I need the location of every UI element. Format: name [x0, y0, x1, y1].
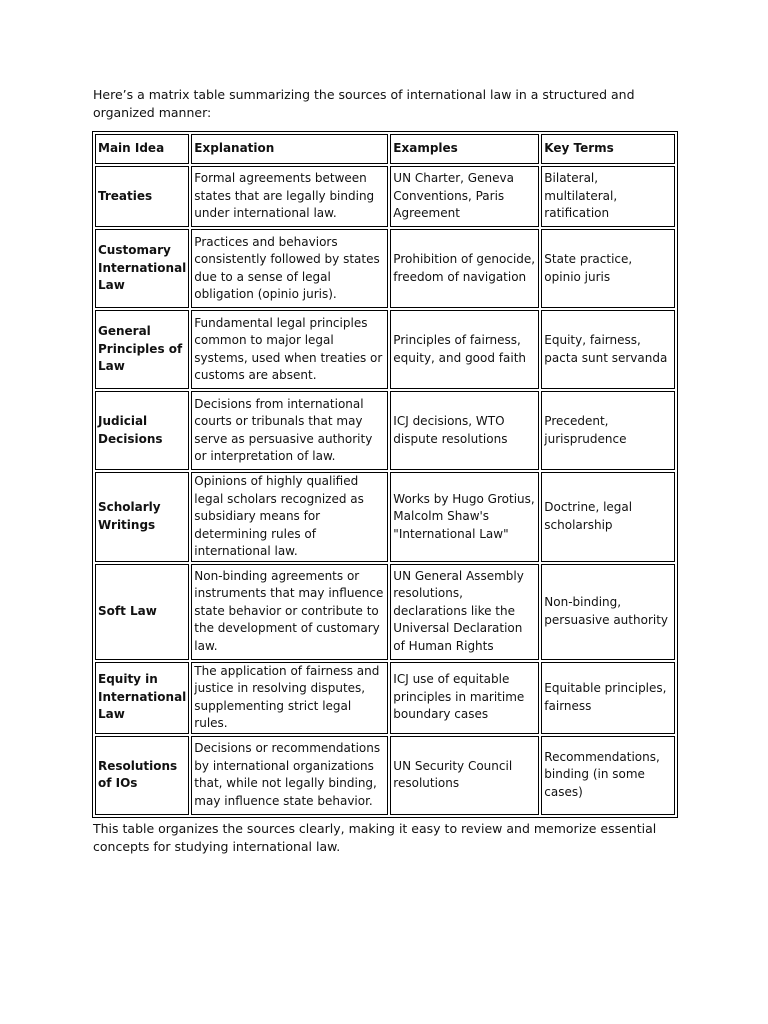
cell-examples: Prohibition of genocide, freedom of navigation	[390, 229, 539, 308]
cell-examples: ICJ use of equitable principles in maritime boundary cases	[390, 662, 539, 734]
cell-key-terms: Bilateral, multilateral, ratification	[541, 166, 675, 227]
cell-explanation: Fundamental legal principles common to major legal systems, used when treaties or customs are absent.	[191, 310, 388, 389]
table-row	[95, 662, 675, 734]
table-row	[95, 736, 675, 815]
cell-key-terms: Equity, fairness, pacta sunt servanda	[541, 310, 675, 389]
header-main-idea: Main Idea	[95, 134, 189, 164]
outro-paragraph: This table organizes the sources clearly, making it easy to review and memorize essential concepts for studying international law.	[93, 821, 657, 854]
cell-explanation: Decisions or recommendations by international organizations that, while not legally binding, may influence state behavior.	[191, 736, 388, 815]
cell-main-idea: Soft Law	[95, 564, 189, 660]
cell-examples: UN General Assembly resolutions, declarations like the Universal Declaration of Human Rights	[390, 564, 539, 660]
cell-main-idea: Equity in International Law	[95, 662, 189, 734]
cell-examples: Works by Hugo Grotius, Malcolm Shaw's "International Law"	[390, 472, 539, 562]
header-explanation: Explanation	[191, 134, 388, 164]
cell-key-terms: Recommendations, binding (in some cases)	[541, 736, 675, 815]
table-row	[95, 310, 675, 389]
cell-key-terms: State practice, opinio juris	[541, 229, 675, 308]
cell-examples: UN Security Council resolutions	[390, 736, 539, 815]
cell-explanation: Non-binding agreements or instruments that may influence state behavior or contribute to the development of customary law.	[191, 564, 388, 660]
cell-main-idea: Judicial Decisions	[95, 391, 189, 470]
table-row	[95, 166, 675, 227]
cell-examples: ICJ decisions, WTO dispute resolutions	[390, 391, 539, 470]
cell-key-terms: Doctrine, legal scholarship	[541, 472, 675, 562]
table-row	[95, 564, 675, 660]
cell-explanation: Opinions of highly qualified legal scholars recognized as subsidiary means for determining rules of international law.	[191, 472, 388, 562]
cell-main-idea: Resolutions of IOs	[95, 736, 189, 815]
cell-key-terms: Equitable principles, fairness	[541, 662, 675, 734]
table-row	[95, 472, 675, 562]
cell-main-idea: Customary International Law	[95, 229, 189, 308]
cell-explanation: Decisions from international courts or tribunals that may serve as persuasive authority or interpretation of law.	[191, 391, 388, 470]
cell-main-idea: General Principles of Law	[95, 310, 189, 389]
cell-key-terms: Precedent, jurisprudence	[541, 391, 675, 470]
cell-main-idea: Scholarly Writings	[95, 472, 189, 562]
intro-paragraph: Here’s a matrix table summarizing the sources of international law in a structured and organized manner:	[93, 87, 635, 120]
cell-explanation: The application of fairness and justice in resolving disputes, supplementing strict legal rules.	[191, 662, 388, 734]
cell-key-terms: Non-binding, persuasive authority	[541, 564, 675, 660]
table-header-row	[95, 134, 675, 164]
sources-matrix-table	[92, 131, 678, 818]
table-row	[95, 229, 675, 308]
cell-explanation: Formal agreements between states that are legally binding under international law.	[191, 166, 388, 227]
table-row	[95, 391, 675, 470]
cell-examples: UN Charter, Geneva Conventions, Paris Agreement	[390, 166, 539, 227]
header-examples: Examples	[390, 134, 539, 164]
cell-main-idea: Treaties	[95, 166, 189, 227]
cell-examples: Principles of fairness, equity, and good faith	[390, 310, 539, 389]
cell-explanation: Practices and behaviors consistently followed by states due to a sense of legal obligation (opinio juris).	[191, 229, 388, 308]
header-key-terms: Key Terms	[541, 134, 675, 164]
